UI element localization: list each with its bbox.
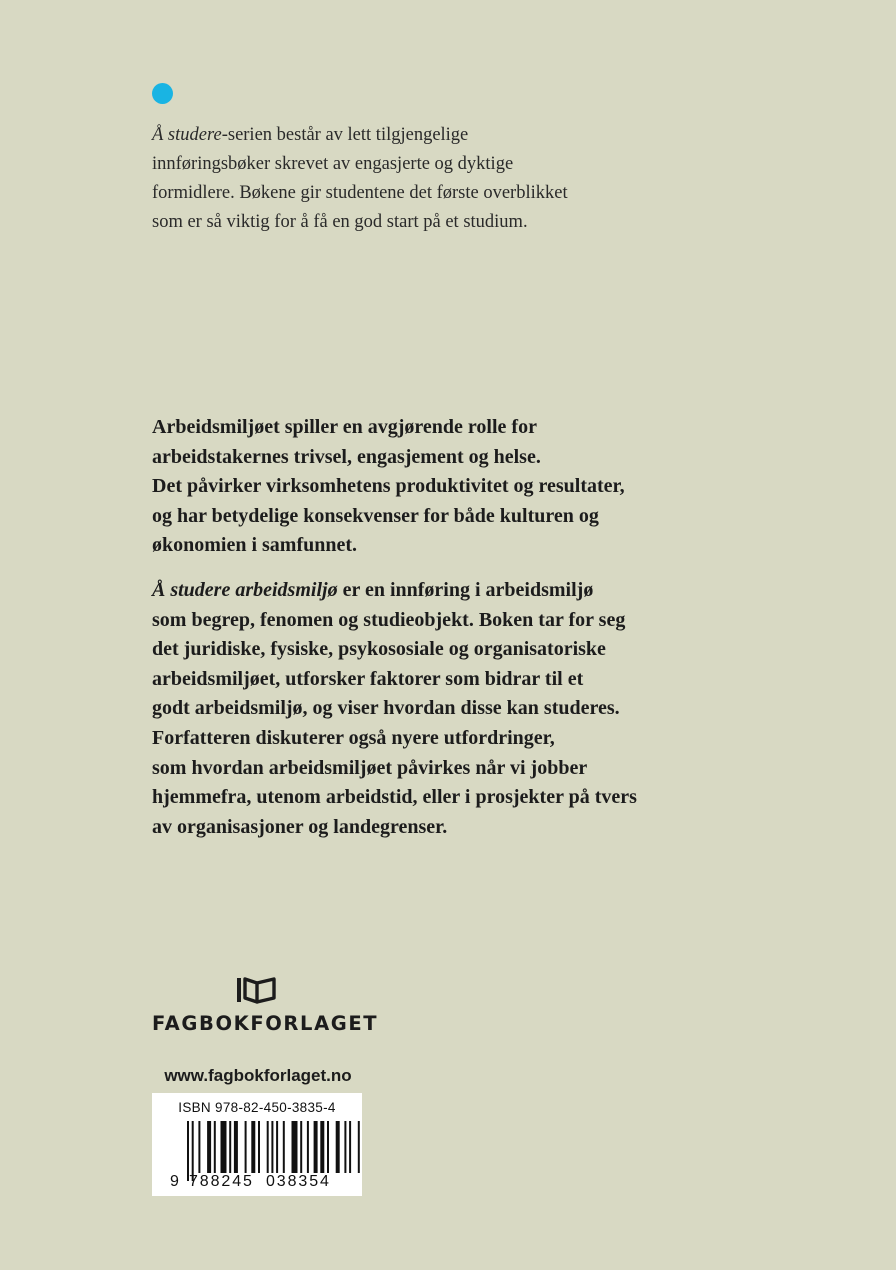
barcode-bar <box>229 1121 231 1173</box>
publisher-name: FAGBOKFORLAGET <box>152 1012 379 1035</box>
barcode-bar <box>192 1121 194 1181</box>
series-line: som er så viktig for å få en god start på et studium. <box>152 212 528 232</box>
barcode-digits <box>152 1173 362 1191</box>
paragraph-line: det juridiske, fysiske, psykososiale og organisatoriske <box>152 638 606 661</box>
paragraph-line: hjemmefra, utenom arbeidstid, eller i prosjekter på tvers <box>152 786 637 809</box>
paragraph-line: av organisasjoner og landegrenser. <box>152 815 448 838</box>
barcode-bar <box>327 1121 329 1173</box>
description-paragraph-1 <box>152 413 712 561</box>
series-line: innføringsbøker skrevet av engasjerte og dyktige <box>152 154 514 174</box>
paragraph-line: Forfatteren diskuterer også nyere utfordringer, <box>152 726 555 749</box>
barcode-bar <box>292 1121 298 1173</box>
book-title: Å studere arbeidsmiljø <box>152 579 338 601</box>
series-line: formidlere. Bøkene gir studentene det første overblikket <box>152 183 568 203</box>
barcode-first-digit: 9 <box>170 1173 179 1190</box>
barcode-bar <box>271 1121 273 1173</box>
barcode-bar <box>267 1121 269 1173</box>
barcode-bar <box>207 1121 211 1173</box>
barcode-right-group: 038354 <box>266 1173 331 1190</box>
open-book-logo-icon <box>236 976 278 1004</box>
paragraph-line: som hvordan arbeidsmiljøet påvirkes når vi jobber <box>152 756 588 779</box>
barcode-bar <box>336 1121 340 1173</box>
barcode-bar <box>276 1121 278 1173</box>
barcode-bar <box>245 1121 247 1173</box>
barcode-bar <box>251 1121 255 1173</box>
barcode-bar <box>234 1121 238 1173</box>
barcode-bar <box>344 1121 346 1173</box>
description-paragraph-2 <box>152 576 712 842</box>
barcode-bar <box>258 1121 260 1173</box>
barcode <box>152 1093 362 1196</box>
paragraph-line: og har betydelige konsekvenser for både kulturen og <box>152 504 599 527</box>
paragraph-line: Det påvirker virksomhetens produktivitet og resultater, <box>152 475 625 498</box>
barcode-bar <box>283 1121 285 1173</box>
barcode-bar <box>358 1121 360 1173</box>
barcode-bar <box>349 1121 351 1173</box>
series-line: Å studere-serien består av lett tilgjengelige <box>152 125 469 145</box>
paragraph-line: Å studere arbeidsmiljø er en innføring i arbeidsmiljø <box>152 579 594 601</box>
barcode-bar <box>221 1121 227 1173</box>
series-intro <box>152 121 652 237</box>
paragraph-line: arbeidsmiljøet, utforsker faktorer som bidrar til et <box>152 667 584 690</box>
barcode-bar <box>307 1121 309 1173</box>
paragraph-line: godt arbeidsmiljø, og viser hvordan disse kan studeres. <box>152 697 620 720</box>
barcode-bar <box>214 1121 216 1173</box>
barcode-bar <box>314 1121 318 1173</box>
barcode-left-group: 788245 <box>189 1173 254 1190</box>
paragraph-line: som begrep, fenomen og studieobjekt. Boken tar for seg <box>152 608 626 631</box>
paragraph-line: arbeidstakernes trivsel, engasjement og helse. <box>152 445 541 468</box>
barcode-bar <box>198 1121 200 1173</box>
accent-dot <box>152 83 173 104</box>
barcode-bar <box>187 1121 189 1181</box>
barcode-bar <box>320 1121 324 1173</box>
isbn-label: ISBN 978-82-450-3835-4 <box>178 1100 336 1115</box>
publisher-url[interactable]: www.fagbokforlaget.no <box>164 1066 352 1085</box>
paragraph-line: Arbeidsmiljøet spiller en avgjørende rolle for <box>152 416 537 438</box>
barcode-bar <box>300 1121 302 1173</box>
paragraph-line: økonomien i samfunnet. <box>152 534 358 557</box>
